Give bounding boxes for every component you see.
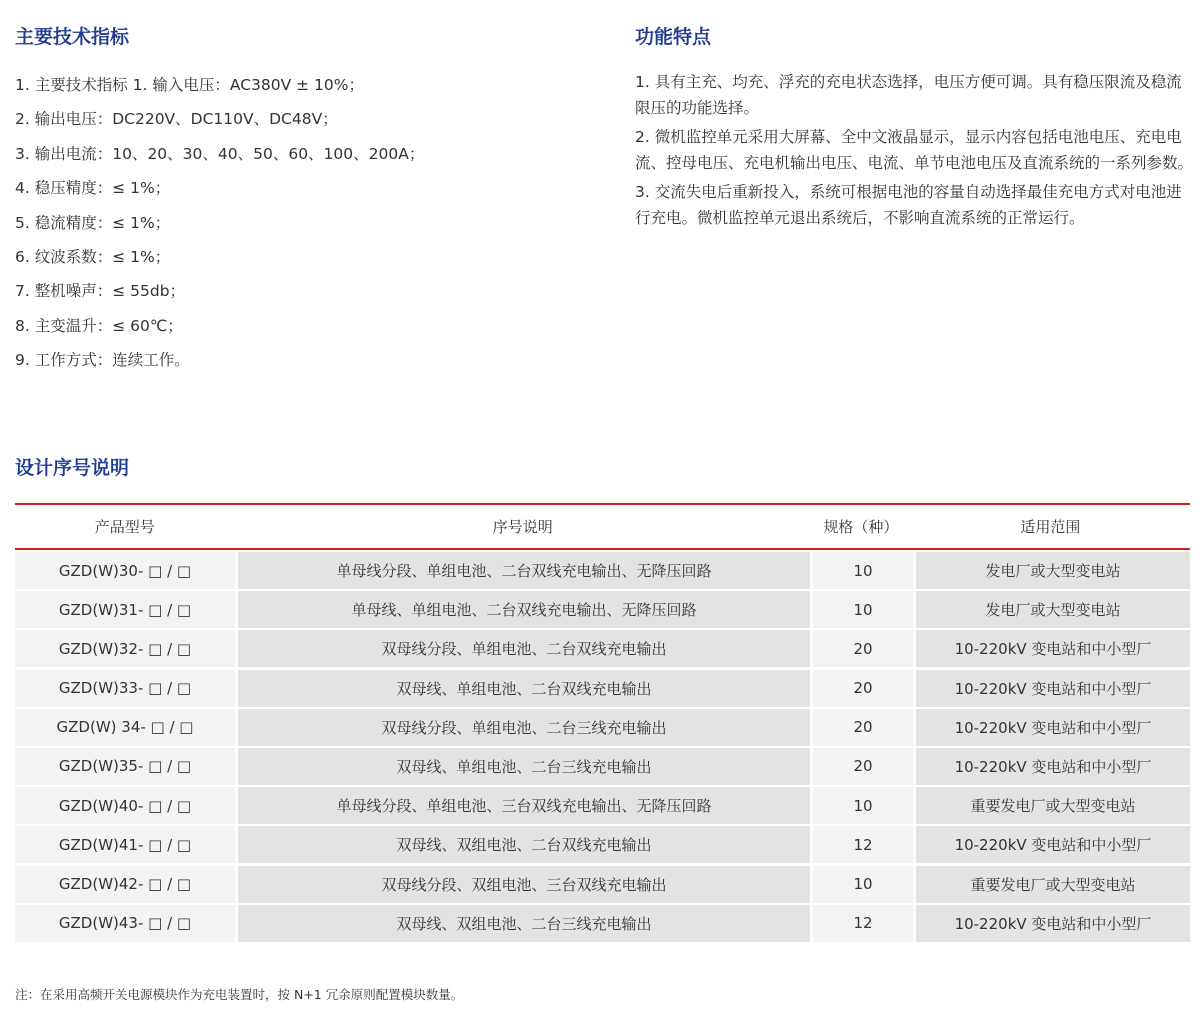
table-header-row (15, 505, 1190, 548)
cell-spec-count: 10 (813, 552, 913, 589)
spec-item: 1. 主要技术指标 1. 输入电压：AC380V ± 10%； (15, 76, 364, 94)
table-row (15, 552, 1190, 589)
cell-spec-count: 12 (813, 826, 913, 863)
cell-application: 10-220kV 变电站和中小型厂 (916, 905, 1190, 942)
footnote: 注：在采用高频开关电源模块作为充电装置时，按 N+1 冗余原则配置模块数量。 (15, 987, 464, 1002)
table-row (15, 591, 1190, 628)
cell-model: GZD(W)30- □ / □ (15, 552, 235, 589)
cell-description: 双母线、单组电池、二台双线充电输出 (238, 670, 810, 707)
header-model: 产品型号 (94, 518, 155, 536)
cell-model: GZD(W)42- □ / □ (15, 866, 235, 903)
cell-application: 10-220kV 变电站和中小型厂 (916, 826, 1190, 863)
cell-description: 单母线分段、单组电池、二台双线充电输出、无降压回路 (238, 552, 810, 589)
spec-item: 8. 主变温升：≤ 60℃； (15, 316, 183, 335)
cell-spec-count: 20 (813, 630, 913, 667)
feature-item: 1. 具有主充、均充、浮充的充电状态选择，电压方便可调。具有稳压限流及稳流限压的功能选择。 (635, 73, 1182, 117)
cell-description: 双母线、单组电池、二台三线充电输出 (238, 748, 810, 785)
cell-spec-count: 10 (813, 866, 913, 903)
cell-application: 10-220kV 变电站和中小型厂 (916, 670, 1190, 707)
design-section-title: 设计序号说明 (15, 457, 130, 479)
cell-description: 双母线分段、单组电池、二台双线充电输出 (238, 630, 810, 667)
spec-item: 7. 整机噪声：≤ 55db； (15, 282, 186, 301)
table-row (15, 866, 1190, 903)
cell-description: 单母线、单组电池、二台双线充电输出、无降压回路 (238, 591, 810, 628)
table-row (15, 826, 1190, 863)
table-row (15, 905, 1190, 942)
table-row (15, 787, 1190, 824)
spec-list (15, 68, 595, 378)
header-application: 适用范围 (1020, 518, 1081, 536)
spec-item: 5. 稳流精度：≤ 1%； (15, 213, 171, 232)
table-row (15, 630, 1190, 667)
cell-application: 10-220kV 变电站和中小型厂 (916, 709, 1190, 746)
cell-spec-count: 20 (813, 670, 913, 707)
feature-list (635, 70, 1193, 235)
cell-application: 发电厂或大型变电站 (916, 552, 1190, 589)
cell-model: GZD(W)31- □ / □ (15, 591, 235, 628)
header-spec-count: 规格（种） (823, 518, 899, 536)
cell-description: 双母线、双组电池、二台三线充电输出 (238, 905, 810, 942)
cell-description: 双母线分段、单组电池、二台三线充电输出 (238, 709, 810, 746)
cell-spec-count: 10 (813, 787, 913, 824)
cell-model: GZD(W)33- □ / □ (15, 670, 235, 707)
cell-description: 双母线分段、双组电池、三台双线充电输出 (238, 866, 810, 903)
cell-spec-count: 12 (813, 905, 913, 942)
cell-model: GZD(W)40- □ / □ (15, 787, 235, 824)
cell-model: GZD(W)35- □ / □ (15, 748, 235, 785)
spec-section-title: 主要技术指标 (15, 26, 130, 48)
cell-description: 双母线、双组电池、二台双线充电输出 (238, 826, 810, 863)
cell-application: 重要发电厂或大型变电站 (916, 787, 1190, 824)
spec-item: 6. 纹波系数：≤ 1%； (15, 248, 171, 267)
table-row (15, 709, 1190, 746)
cell-application: 10-220kV 变电站和中小型厂 (916, 748, 1190, 785)
header-description: 序号说明 (492, 518, 553, 536)
spec-item: 3. 输出电流：10、20、30、40、50、60、100、200A； (15, 144, 425, 163)
spec-item: 9. 工作方式：连续工作。 (15, 351, 190, 370)
feature-section-title: 功能特点 (635, 26, 712, 48)
cell-model: GZD(W)32- □ / □ (15, 630, 235, 667)
cell-spec-count: 20 (813, 748, 913, 785)
table-header-rule (15, 548, 1190, 550)
table-row (15, 670, 1190, 707)
cell-application: 发电厂或大型变电站 (916, 591, 1190, 628)
spec-item: 4. 稳压精度：≤ 1%； (15, 179, 171, 198)
cell-model: GZD(W)43- □ / □ (15, 905, 235, 942)
cell-model: GZD(W) 34- □ / □ (15, 709, 235, 746)
cell-model: GZD(W)41- □ / □ (15, 826, 235, 863)
cell-application: 10-220kV 变电站和中小型厂 (916, 630, 1190, 667)
spec-item: 2. 输出电压：DC220V、DC110V、DC48V； (15, 110, 338, 129)
cell-application: 重要发电厂或大型变电站 (916, 866, 1190, 903)
design-table-body (15, 552, 1190, 944)
cell-description: 单母线分段、单组电池、三台双线充电输出、无降压回路 (238, 787, 810, 824)
feature-item: 2. 微机监控单元采用大屏幕、全中文液晶显示，显示内容包括电池电压、充电电流、控母电压、充电机输出电压、电流、单节电池电压及直流系统的一系列参数。 (635, 128, 1194, 172)
cell-spec-count: 10 (813, 591, 913, 628)
cell-spec-count: 20 (813, 709, 913, 746)
table-row (15, 748, 1190, 785)
feature-item: 3. 交流失电后重新投入，系统可根据电池的容量自动选择最佳充电方式对电池进行充电。微机监控单元退出系统后，不影响直流系统的正常运行。 (635, 183, 1182, 227)
